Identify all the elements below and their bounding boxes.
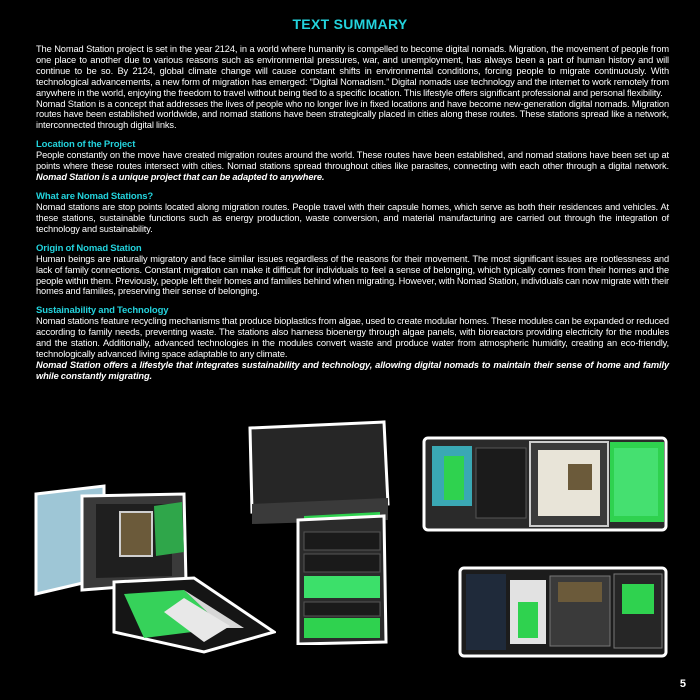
tower-model-photo — [246, 420, 396, 645]
intro-paragraph-1: The Nomad Station project is set in the year 2124, in a world where humanity is compelled to become digital nomads. Migration, the movement of people from one place to another due to various reasons such as environmental pressures, war, and unemployment, has always been a part of human history and will continue to be so. By 2124, global climate change will cause constant shifts in environmental conditions, forcing people to migrate continuously. With technological advancements, a new form of migration has emerged: “Digital Nomadism.” Digital nomads use technology and the internet to work remotely from anywhere in the world, enjoying the freedom to travel without being tied to a specific location. This lifestyle offers significant professional and personal flexibility. — [36, 44, 669, 98]
capsule-model-photo — [34, 482, 276, 654]
section-emphasis-sustainability: Nomad Station offers a lifestyle that integrates sustainability and technology, allowing digital nomads to maintain their sense of home and family while constantly migrating. — [36, 359, 669, 381]
text-summary — [36, 44, 669, 382]
section-heading-what: What are Nomad Stations? — [36, 190, 154, 202]
section-body-location — [36, 150, 669, 183]
section-heading-location: Location of the Project — [36, 139, 136, 151]
section-heading-sustainability: Sustainability and Technology — [36, 305, 169, 317]
page-number: 5 — [679, 678, 686, 690]
intro-paragraph-2: Nomad Station is a concept that addresses the lives of people who no longer live in fixed locations and have become new-generation digital nomads. Migration routes have been established worldwide, and nomad stations have been strategically placed in cities along these routes. These stations spread like a network, interconnected through digital links. — [36, 98, 669, 131]
section-body-what: Nomad stations are stop points located along migration routes. People travel with their capsule homes, which serve as both their residences and vehicles. At these stations, sustainable functions such as energy production, waste conversion, and material manufacturing are carried out through the integration of technology and sustainability. — [36, 201, 669, 234]
section-text-location: People constantly on the move have created migration routes around the world. These routes have been established, and nomad stations have been set up at points where these routes intersect with cities. Nomad stations spread throughout cities like parasites, connecting with each other through a digital network. — [36, 150, 669, 172]
module-cluster-photo — [458, 562, 668, 658]
section-body-origin: Human beings are naturally migratory and face similar issues regardless of the reasons for their movement. The most significant issues are rootlessness and lack of family connections. Constant migration can make it difficult for individuals to feel a sense of belonging, which typically comes from their homes and the people within them. Previously, people left their homes and families behind when migrating. However, with Nomad Station, individuals can now migrate with their homes and families, preserving their sense of belonging. — [36, 253, 670, 297]
section-emphasis-location: Nomad Station is a unique project that can be adapted to anywhere. — [36, 172, 325, 183]
section-heading-origin: Origin of Nomad Station — [36, 242, 142, 254]
page-title: TEXT SUMMARY — [292, 16, 408, 32]
module-interior-photo — [422, 434, 668, 534]
section-body-sustainability: Nomad stations feature recycling mechanisms that produce bioplastics from algae, used to create modular homes. These modules can be expanded or reduced according to family needs, preventing waste. The stations also harness bioenergy through algae panels, with bioreactors providing electricity for the modules and the station. Additionally, advanced technologies in the modules convert waste and produce water from atmospheric humidity, creating an eco-friendly, technologically advanced living space adaptable to any climate. — [36, 316, 669, 360]
